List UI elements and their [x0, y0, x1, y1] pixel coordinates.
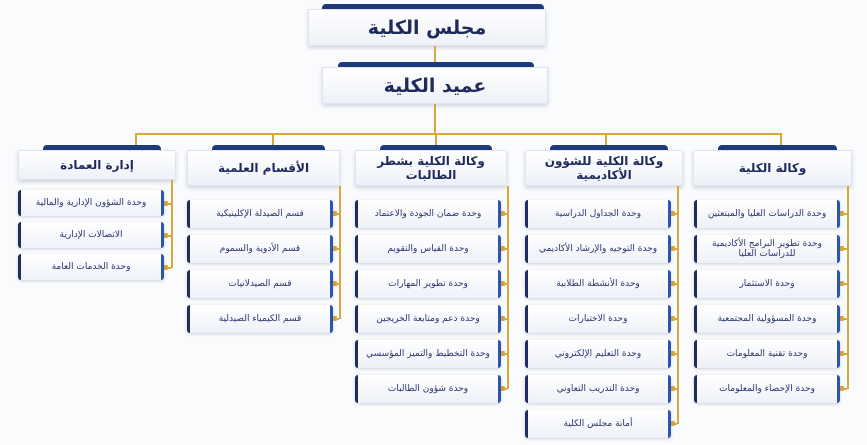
- unit-box: وحدة الإحصاء والمعلومات: [694, 375, 840, 403]
- connector: [339, 186, 341, 319]
- unit-box: وحدة التعليم الإلكتروني: [525, 340, 671, 368]
- unit-box: قسم الصيدلة الإكلينيكية: [187, 200, 333, 228]
- unit-box: وحدة الشؤون الإدارية والمالية: [18, 190, 164, 216]
- connector: [434, 104, 436, 134]
- unit-box: وحدة تقنية المعلومات: [694, 340, 840, 368]
- connector: [847, 186, 849, 389]
- unit-box: وحدة تطوير البرامج الأكاديمية للدراسات العليا: [694, 235, 840, 263]
- unit-box: وحدة التخطيط والتميز المؤسسي: [355, 340, 501, 368]
- unit-box: وحدة دعم ومتابعة الخريجين: [355, 305, 501, 333]
- unit-box: الاتصالات الإدارية: [18, 222, 164, 248]
- unit-box: وحدة الجداول الدراسية: [525, 200, 671, 228]
- unit-box: وحدة التدريب التعاوني: [525, 375, 671, 403]
- unit-box: وحدة التوجيه والإرشاد الأكاديمي: [525, 235, 671, 263]
- unit-box: أمانة مجلس الكلية: [525, 410, 671, 438]
- unit-box: وحدة ضمان الجودة والاعتماد: [355, 200, 501, 228]
- connector: [677, 186, 679, 424]
- council-box: مجلس الكلية: [308, 9, 546, 46]
- column-header: إدارة العمادة: [18, 150, 176, 180]
- column-header: وكالة الكلية للشؤون الأكاديمية: [525, 150, 683, 186]
- unit-box: وحدة تطوير المهارات: [355, 270, 501, 298]
- connector: [507, 186, 509, 389]
- connector: [171, 180, 173, 268]
- unit-box: وحدة القياس والتقويم: [355, 235, 501, 263]
- column-header: الأقسام العلمية: [187, 150, 340, 186]
- connector: [135, 133, 782, 135]
- unit-box: وحدة الخدمات العامة: [18, 254, 164, 280]
- column-header: وكالة الكلية بشطر الطالبات: [355, 150, 507, 186]
- unit-box: وحدة الاستثمار: [694, 270, 840, 298]
- unit-box: وحدة الأنشطة الطلابية: [525, 270, 671, 298]
- unit-box: وحدة الاختبارات: [525, 305, 671, 333]
- unit-box: قسم الصيدلانيات: [187, 270, 333, 298]
- unit-box: قسم الأدوية والسموم: [187, 235, 333, 263]
- unit-box: وحدة الدراسات العليا والمبتعثين: [694, 200, 840, 228]
- dean-box: عميد الكلية: [322, 67, 548, 104]
- unit-box: قسم الكيمياء الصيدلية: [187, 305, 333, 333]
- unit-box: وحدة المسؤولية المجتمعية: [694, 305, 840, 333]
- unit-box: وحدة شؤون الطالبات: [355, 375, 501, 403]
- column-header: وكالة الكلية: [693, 150, 852, 186]
